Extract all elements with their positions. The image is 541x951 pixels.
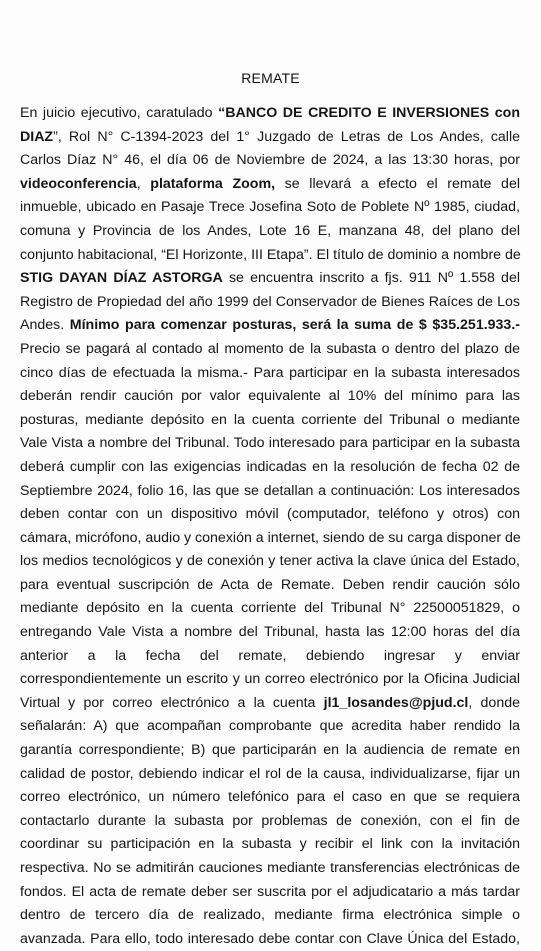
text-segment: avanzada. Para ello, todo interesado debe contar con Clave Única del Estado,: [20, 930, 520, 947]
body-line: [20, 928, 520, 951]
text-segment: , donde: [468, 694, 520, 711]
text-segment: ,: [136, 175, 151, 192]
body-line: [20, 857, 520, 881]
bold-text-segment: DIAZ: [20, 128, 54, 145]
text-segment: Precio se pagará al contado al momento de la subasta o dentro del plazo de: [20, 340, 520, 357]
text-segment: calidad de postor, debiendo indicar el rol de la causa, individualizarse, fijar un: [20, 765, 520, 782]
text-segment: contactarlo durante la subasta por problemas de conexión, con el fin de: [20, 812, 520, 829]
body-line: [20, 645, 520, 669]
text-segment: correspondientemente un escrito y un correo electrónico por la Oficina Judicial: [20, 671, 520, 688]
body-line: [20, 149, 520, 173]
body-line: [20, 550, 520, 574]
body-line: [20, 126, 520, 150]
text-segment: mediante depósito en la cuenta corriente del Tribunal N° 22500051829, o: [20, 600, 520, 617]
text-segment: deberán rendir caución por valor equivalente al 10% del mínimo para las: [20, 388, 520, 405]
body-line: [20, 291, 520, 315]
text-segment: coordinar su participación en la subasta y recibir el link con la invitación: [20, 836, 520, 853]
body-line: [20, 102, 520, 126]
body-line: [20, 739, 520, 763]
body-line: [20, 267, 520, 291]
body-line: [20, 904, 520, 928]
body-line: [20, 338, 520, 362]
text-segment: comuna y Provincia de los Andes, Lote 16 E, manzana 48, del plano del: [20, 222, 520, 239]
text-segment: deben contar con un dispositivo móvil (computador, teléfono y otros) con: [20, 506, 520, 523]
text-segment: posturas, mediante depósito en la cuenta corriente del Tribunal o mediante: [20, 411, 520, 428]
text-segment: Andes.: [20, 317, 70, 334]
bold-text-segment: jl1_losandes@pjud.cl: [323, 694, 469, 711]
body-line: [20, 314, 520, 338]
body-line: [20, 173, 520, 197]
body-line: [20, 362, 520, 386]
document-body: [20, 102, 520, 951]
body-line: [20, 668, 520, 692]
body-line: [20, 833, 520, 857]
text-segment: fondos. El acta de remate deber ser suscrita por el adjudicatario a más tardar: [20, 883, 520, 900]
body-line: [20, 881, 520, 905]
body-line: [20, 692, 520, 716]
body-line: [20, 244, 520, 268]
body-line: [20, 786, 520, 810]
text-segment: los medios tecnológicos y de conexión y tener activa la clave única del Estado,: [20, 553, 520, 570]
text-segment: inmueble, ubicado en Pasaje Trece Josefina Soto de Poblete Nº 1985, ciudad,: [20, 199, 520, 216]
text-segment: cinco días de efectuada la misma.- Para participar en la subasta interesados: [20, 364, 520, 381]
body-line: [20, 480, 520, 504]
text-segment: se encuentra inscrito a fjs. 911 Nº 1.558 del: [222, 270, 520, 287]
text-segment: ”, Rol N° C-1394-2023 del 1° Juzgado de Letras de Los Andes, calle: [53, 128, 520, 145]
text-segment: Vale Vista a nombre del Tribunal. Todo interesado para participar en la subasta: [20, 435, 520, 452]
text-segment: entregando Vale Vista a nombre del Tribunal, hasta las 12:00 horas del día: [20, 624, 520, 641]
text-segment: señalarán: A) que acompañan comprobante que acredita haber rendido la: [20, 718, 520, 735]
text-segment: cámara, micrófono, audio y conexión a internet, siendo de su carga disponer de: [20, 529, 521, 546]
bold-text-segment: videoconferencia: [20, 175, 137, 192]
document-title: REMATE: [241, 70, 300, 86]
body-line: [20, 432, 520, 456]
body-line: [20, 527, 520, 551]
bold-text-segment: Mínimo para comenzar posturas, será la suma de $ $35.251.933.-: [69, 317, 520, 334]
body-line: [20, 574, 520, 598]
body-line: [20, 621, 520, 645]
body-line: [20, 196, 520, 220]
body-line: [20, 763, 520, 787]
text-segment: En juicio ejecutivo, caratulado: [20, 105, 219, 121]
body-line: [20, 810, 520, 834]
bold-text-segment: plataforma Zoom,: [150, 175, 276, 192]
body-line: [20, 220, 520, 244]
text-segment: correo electrónico, un número telefónico para el caso en que se requiera: [20, 789, 520, 806]
text-segment: anterior a la fecha del remate, debiendo ingresar y enviar: [20, 647, 520, 664]
text-segment: garantía correspondiente; B) que participarán en la audiencia de remate en: [20, 742, 520, 759]
text-segment: para eventual suscripción de Acta de Remate. Deben rendir caución sólo: [20, 576, 520, 593]
body-line: [20, 456, 520, 480]
text-segment: respectiva. No se admitirán cauciones mediante transferencias electrónicas de: [20, 860, 520, 876]
body-line: [20, 385, 520, 409]
body-line: [20, 715, 520, 739]
body-line: [20, 597, 520, 621]
text-segment: deberá cumplir con las exigencias indicadas en la resolución de fecha 02 de: [20, 458, 520, 475]
bold-text-segment: “BANCO DE CREDITO E INVERSIONES con: [218, 105, 520, 121]
text-segment: Virtual y por correo electrónico a la cuenta: [20, 694, 324, 711]
text-segment: Registro de Propiedad del año 1999 del Conservador de Bienes Raíces de Los: [20, 293, 520, 310]
body-line: [20, 409, 520, 433]
text-segment: se llevará a efecto el remate del: [275, 175, 520, 192]
text-segment: conjunto habitacional, “El Horizonte, III Etapa”. El título de dominio a nombre de: [20, 246, 521, 263]
bold-text-segment: STIG DAYAN DÍAZ ASTORGA: [20, 270, 223, 287]
text-segment: Septiembre 2024, folio 16, las que se detallan a continuación: Los interesados: [20, 482, 520, 499]
body-line: [20, 503, 520, 527]
text-segment: Carlos Díaz N° 46, el día 06 de Noviembre de 2024, a las 13:30 horas, por: [20, 152, 520, 169]
text-segment: dentro de tercero día de realizado, mediante firma electrónica simple o: [20, 907, 520, 924]
